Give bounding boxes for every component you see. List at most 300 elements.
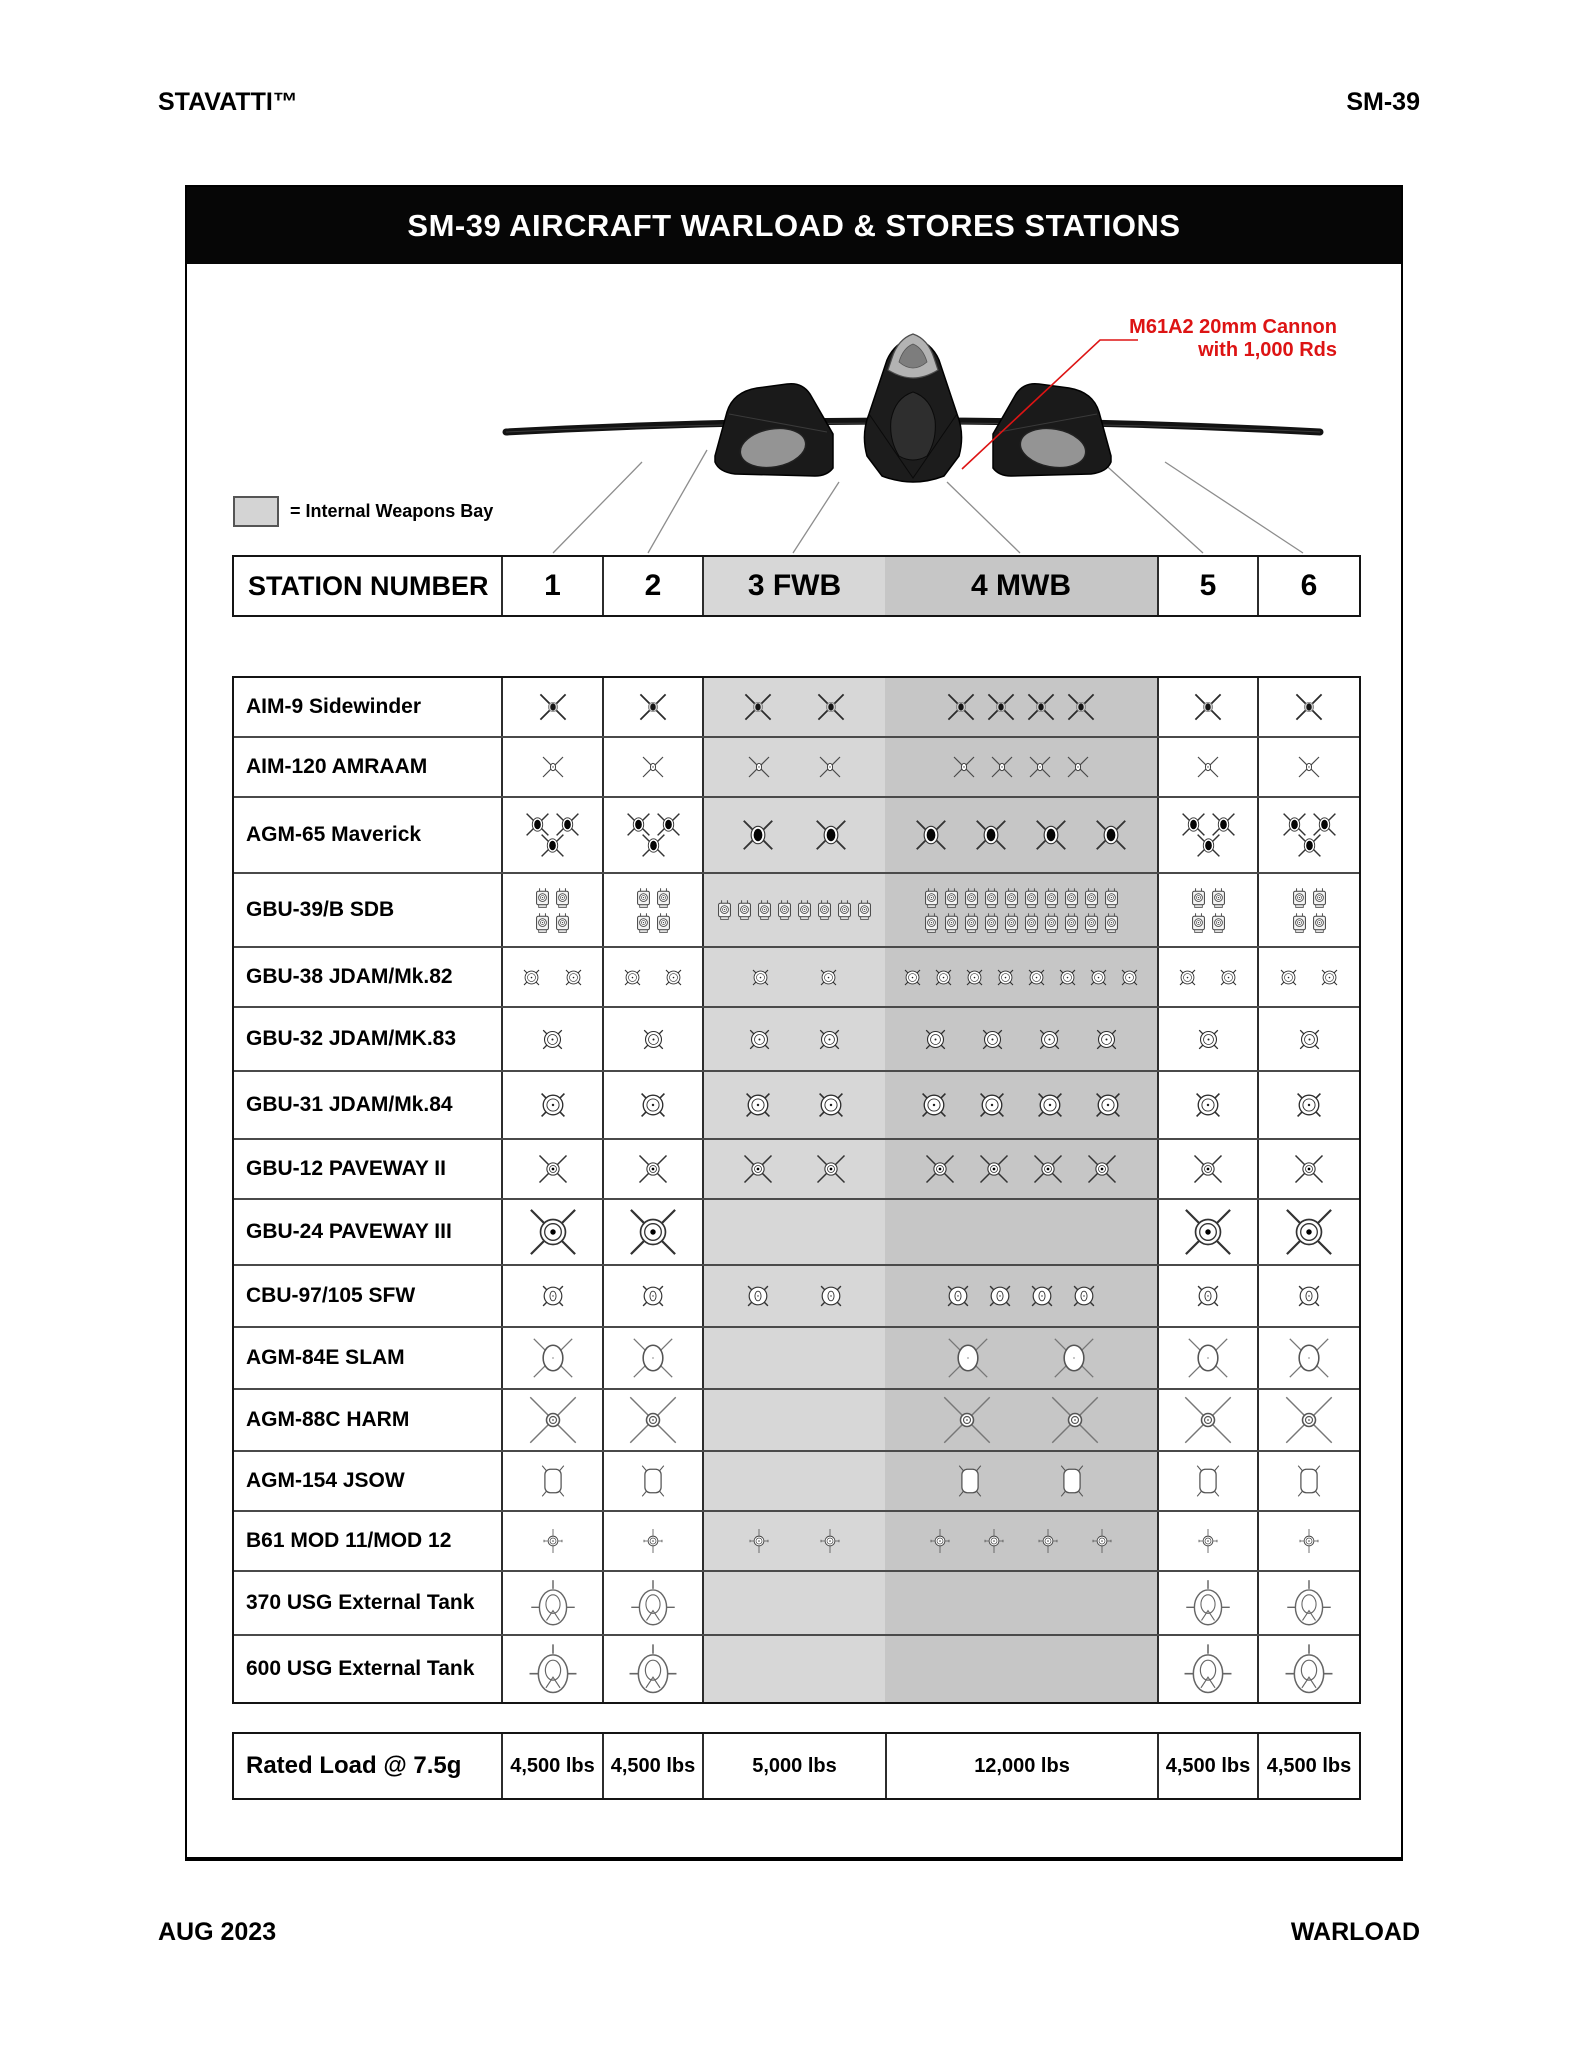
station-2-loadout-cell [602, 1008, 702, 1070]
slam-missile-icon [529, 1334, 577, 1382]
weapon-row [234, 678, 1359, 736]
weapon-row [234, 946, 1359, 1006]
jdam-mk84-bomb-icon [1031, 1086, 1069, 1124]
station-6-loadout-cell [1257, 798, 1359, 872]
weapons-bay-legend [233, 496, 493, 527]
station-4-loadout-cell [885, 1452, 1157, 1510]
weapon-row [234, 1450, 1359, 1510]
station-5-loadout-cell [1157, 1200, 1257, 1264]
store-icon-triangle [624, 810, 683, 860]
paveway2-bomb-icon [635, 1151, 671, 1187]
station-2-loadout-cell [602, 1572, 702, 1634]
canopy [888, 334, 938, 378]
jsow-glide-bomb-icon [952, 1463, 988, 1499]
sdb-bomb-icon [963, 912, 980, 934]
sdb-bomb-icon [554, 912, 571, 934]
weapon-row [234, 736, 1359, 796]
station-5-loadout-cell [1157, 1390, 1257, 1450]
station-2-loadout-cell [602, 1266, 702, 1326]
station-6-loadout-cell [1257, 1266, 1359, 1326]
aim9-missile-icon [635, 689, 671, 725]
jdam-mk84-bomb-icon [534, 1086, 572, 1124]
station-1-loadout-cell [501, 1452, 602, 1510]
fuel-tank-370-icon [529, 1578, 577, 1628]
station-2-loadout-cell [602, 948, 702, 1006]
store-icon-grid [534, 887, 571, 934]
agm65-missile-icon [739, 816, 777, 854]
fuel-tank-600-icon [1283, 1642, 1335, 1696]
station-1-loadout-cell [501, 678, 602, 736]
sdb-bomb-icon [1210, 912, 1227, 934]
jdam-mk82-bomb-icon [1216, 965, 1241, 990]
station-6-loadout-cell [1257, 1572, 1359, 1634]
b61-bomb-icon [925, 1526, 955, 1556]
store-icon-triangle [523, 810, 582, 860]
jdam-mk82-bomb-icon [561, 965, 586, 990]
aim9-missile-icon [1023, 689, 1059, 725]
station-3-loadout-cell [702, 1266, 885, 1326]
sdb-bomb-icon [923, 912, 940, 934]
station-6-loadout-cell [1257, 1072, 1359, 1138]
sdb-bomb-icon [1043, 887, 1060, 909]
paveway3-bomb-icon [1182, 1206, 1234, 1258]
footer-date: AUG 2023 [158, 1918, 277, 1946]
weapon-row [234, 1198, 1359, 1264]
station-3-loadout-cell [702, 1008, 885, 1070]
slam-missile-icon [1050, 1334, 1098, 1382]
store-icon-triangle [1179, 810, 1238, 860]
station-3-loadout-cell [702, 1572, 885, 1634]
b61-bomb-icon [744, 1526, 774, 1556]
station-4-loadout-cell [885, 1140, 1157, 1198]
station-4-loadout-cell [885, 1390, 1157, 1450]
b61-bomb-icon [1193, 1526, 1223, 1556]
sdb-bomb-icon [1291, 887, 1308, 909]
sdb-bomb-icon [1103, 887, 1120, 909]
sdb-bomb-icon [635, 887, 652, 909]
jdam-mk84-bomb-icon [1290, 1086, 1328, 1124]
station-1-loadout-cell [501, 798, 602, 872]
store-icon-grid [716, 899, 873, 921]
harm-missile-icon [1182, 1394, 1234, 1446]
station-4-loadout-cell [885, 798, 1157, 872]
station-1-loadout-cell [501, 1572, 602, 1634]
fuel-tank-370-icon [1184, 1578, 1232, 1628]
store-icon-row [923, 887, 1120, 909]
aim120-missile-icon [637, 751, 669, 783]
aim120-missile-icon [948, 751, 980, 783]
station-6-loadout-cell [1257, 1390, 1359, 1450]
jdam-mk84-bomb-icon [634, 1086, 672, 1124]
station-3-loadout-cell [702, 1636, 885, 1702]
jdam-mk83-bomb-icon [1193, 1024, 1224, 1055]
jdam-mk83-bomb-icon [537, 1024, 568, 1055]
weapon-name: AGM-65 Maverick [234, 798, 501, 872]
weapon-row [234, 1138, 1359, 1198]
harm-missile-icon [627, 1394, 679, 1446]
station-2-loadout-cell [602, 1512, 702, 1570]
jdam-mk82-bomb-icon [962, 965, 987, 990]
weapon-row [234, 1570, 1359, 1634]
station-header-1: 1 [501, 557, 602, 615]
station-5-loadout-cell [1157, 738, 1257, 796]
station-2-loadout-cell [602, 1390, 702, 1450]
aim9-missile-icon [983, 689, 1019, 725]
sdb-bomb-icon [1190, 887, 1207, 909]
station-3-loadout-cell [702, 1072, 885, 1138]
jdam-mk82-bomb-icon [900, 965, 925, 990]
station-5-loadout-cell [1157, 1008, 1257, 1070]
harm-missile-icon [527, 1394, 579, 1446]
agm65-missile-icon [639, 831, 668, 860]
station-1-loadout-cell [501, 1140, 602, 1198]
paveway3-bomb-icon [1283, 1206, 1335, 1258]
sdb-bomb-icon [1311, 912, 1328, 934]
store-icon-row [1291, 887, 1328, 909]
sdb-bomb-icon [534, 887, 551, 909]
sdb-bomb-icon [1003, 912, 1020, 934]
harm-missile-icon [941, 1394, 993, 1446]
slam-missile-icon [1184, 1334, 1232, 1382]
b61-bomb-icon [538, 1526, 568, 1556]
aim120-missile-icon [1062, 751, 1094, 783]
sdb-bomb-icon [943, 912, 960, 934]
cannon-annotation-line2: with 1,000 Rds [1198, 339, 1337, 361]
rated-load-value-5: 4,500 lbs [1157, 1734, 1257, 1798]
cbu-canister-icon [982, 1278, 1018, 1314]
paveway2-bomb-icon [976, 1151, 1012, 1187]
fuel-tank-600-icon [527, 1642, 579, 1696]
sdb-bomb-icon [776, 899, 793, 921]
sdb-bomb-icon [1103, 912, 1120, 934]
paveway3-bomb-icon [627, 1206, 679, 1258]
jdam-mk82-bomb-icon [519, 965, 544, 990]
sdb-bomb-icon [635, 912, 652, 934]
store-icon-grid [1291, 887, 1328, 934]
sdb-bomb-icon [1083, 887, 1100, 909]
weapon-name: 600 USG External Tank [234, 1636, 501, 1702]
footer-section: WARLOAD [1290, 1918, 1420, 1946]
jsow-glide-bomb-icon [1054, 1463, 1090, 1499]
sdb-bomb-icon [816, 899, 833, 921]
station-4-loadout-cell [885, 1200, 1157, 1264]
sdb-bomb-icon [983, 887, 1000, 909]
station-5-loadout-cell [1157, 1636, 1257, 1702]
fuel-tank-600-icon [627, 1642, 679, 1696]
brand-name: STAVATTI™ [158, 88, 298, 116]
aim120-missile-icon [814, 751, 846, 783]
sdb-bomb-icon [534, 912, 551, 934]
weapon-name: AGM-84E SLAM [234, 1328, 501, 1388]
station-header-4: 4 MWB [885, 557, 1157, 615]
page-title: SM-39 AIRCRAFT WARLOAD & STORES STATIONS [407, 207, 1181, 243]
cbu-canister-icon [940, 1278, 976, 1314]
b61-bomb-icon [1033, 1526, 1063, 1556]
store-icon-row [635, 912, 672, 934]
station-1-loadout-cell [501, 1200, 602, 1264]
station-6-loadout-cell [1257, 1200, 1359, 1264]
station-5-loadout-cell [1157, 1328, 1257, 1388]
station-1-loadout-cell [501, 1636, 602, 1702]
rated-load-value-3: 5,000 lbs [702, 1734, 885, 1798]
fuel-tank-600-icon [1182, 1642, 1234, 1696]
station-5-loadout-cell [1157, 1572, 1257, 1634]
jdam-mk82-bomb-icon [661, 965, 686, 990]
paveway2-bomb-icon [813, 1151, 849, 1187]
weapon-row [234, 1326, 1359, 1388]
station-5-loadout-cell [1157, 874, 1257, 946]
aircraft-figure [187, 264, 1401, 555]
weapon-name: CBU-97/105 SFW [234, 1266, 501, 1326]
store-icon-row [923, 912, 1120, 934]
weapons-table [232, 676, 1361, 1704]
b61-bomb-icon [638, 1526, 668, 1556]
agm65-missile-icon [812, 816, 850, 854]
b61-bomb-icon [815, 1526, 845, 1556]
agm65-missile-icon [1092, 816, 1130, 854]
rated-load-value-2: 4,500 lbs [602, 1734, 702, 1798]
weapon-name: 370 USG External Tank [234, 1572, 501, 1634]
sdb-bomb-icon [1291, 912, 1308, 934]
station-2-loadout-cell [602, 1328, 702, 1388]
paveway2-bomb-icon [922, 1151, 958, 1187]
station-4-loadout-cell [885, 948, 1157, 1006]
jdam-mk82-bomb-icon [816, 965, 841, 990]
cbu-canister-icon [1024, 1278, 1060, 1314]
sdb-bomb-icon [836, 899, 853, 921]
jsow-glide-bomb-icon [1291, 1463, 1327, 1499]
left-engine-nacelle [715, 384, 833, 476]
station-4-loadout-cell [885, 1636, 1157, 1702]
store-icon-row [716, 899, 873, 921]
weapon-row [234, 1634, 1359, 1702]
jdam-mk83-bomb-icon [1091, 1024, 1122, 1055]
weapon-name: GBU-32 JDAM/MK.83 [234, 1008, 501, 1070]
sdb-bomb-icon [1190, 912, 1207, 934]
cannon-annotation-line1: M61A2 20mm Cannon [1129, 316, 1337, 338]
station-2-loadout-cell [602, 1200, 702, 1264]
aim120-missile-icon [743, 751, 775, 783]
station-5-loadout-cell [1157, 678, 1257, 736]
sdb-bomb-icon [923, 887, 940, 909]
jdam-mk82-bomb-icon [1055, 965, 1080, 990]
station-1-loadout-cell [501, 1072, 602, 1138]
station-4-loadout-cell [885, 1328, 1157, 1388]
station-4-loadout-cell [885, 1008, 1157, 1070]
sdb-bomb-icon [655, 887, 672, 909]
jdam-mk82-bomb-icon [1117, 965, 1142, 990]
aim9-missile-icon [740, 689, 776, 725]
b61-bomb-icon [1087, 1526, 1117, 1556]
station-5-loadout-cell [1157, 1072, 1257, 1138]
station-5-loadout-cell [1157, 1452, 1257, 1510]
station-3-loadout-cell [702, 874, 885, 946]
harm-missile-icon [1049, 1394, 1101, 1446]
slam-missile-icon [629, 1334, 677, 1382]
weapons-bay-swatch [233, 496, 279, 527]
station-3-loadout-cell [702, 1200, 885, 1264]
station-1-loadout-cell [501, 1328, 602, 1388]
aim9-missile-icon [535, 689, 571, 725]
sdb-bomb-icon [1023, 912, 1040, 934]
weapon-name: GBU-31 JDAM/Mk.84 [234, 1072, 501, 1138]
sdb-bomb-icon [963, 887, 980, 909]
rated-load-value-1: 4,500 lbs [501, 1734, 602, 1798]
station-6-loadout-cell [1257, 1452, 1359, 1510]
sdb-bomb-icon [554, 887, 571, 909]
jdam-mk84-bomb-icon [973, 1086, 1011, 1124]
weapon-row [234, 1070, 1359, 1138]
aim120-missile-icon [1192, 751, 1224, 783]
station-4-loadout-cell [885, 738, 1157, 796]
harm-missile-icon [1283, 1394, 1335, 1446]
station-6-loadout-cell [1257, 1512, 1359, 1570]
sdb-bomb-icon [756, 899, 773, 921]
paveway2-bomb-icon [1084, 1151, 1120, 1187]
agm65-missile-icon [912, 816, 950, 854]
agm65-missile-icon [1295, 831, 1324, 860]
agm65-missile-icon [538, 831, 567, 860]
jdam-mk82-bomb-icon [993, 965, 1018, 990]
weapon-name: GBU-12 PAVEWAY II [234, 1140, 501, 1198]
cbu-canister-icon [1066, 1278, 1102, 1314]
station-4-loadout-cell [885, 678, 1157, 736]
jdam-mk83-bomb-icon [814, 1024, 845, 1055]
jdam-mk83-bomb-icon [1294, 1024, 1325, 1055]
station-4-loadout-cell [885, 1266, 1157, 1326]
jdam-mk82-bomb-icon [931, 965, 956, 990]
model-number: SM-39 [1346, 88, 1420, 116]
jdam-mk82-bomb-icon [1276, 965, 1301, 990]
cannon-annotation [1129, 316, 1337, 362]
sdb-bomb-icon [736, 899, 753, 921]
weapon-row [234, 1510, 1359, 1570]
jdam-mk84-bomb-icon [739, 1086, 777, 1124]
station-header-3: 3 FWB [702, 557, 885, 615]
station-1-loadout-cell [501, 1266, 602, 1326]
store-icon-row [635, 887, 672, 909]
store-icon-grid [635, 887, 672, 934]
station-header-2: 2 [602, 557, 702, 615]
station-number-table [232, 555, 1361, 617]
slam-missile-icon [944, 1334, 992, 1382]
weapon-row [234, 872, 1359, 946]
station-header-6: 6 [1257, 557, 1359, 615]
station-3-loadout-cell [702, 1328, 885, 1388]
sdb-bomb-icon [655, 912, 672, 934]
jdam-mk82-bomb-icon [1086, 965, 1111, 990]
jdam-mk83-bomb-icon [1034, 1024, 1065, 1055]
jdam-mk82-bomb-icon [620, 965, 645, 990]
rated-load-label: Rated Load @ 7.5g [246, 1752, 462, 1779]
cbu-canister-icon [1291, 1278, 1327, 1314]
sdb-bomb-icon [1043, 912, 1060, 934]
store-icon-row [534, 912, 571, 934]
paveway2-bomb-icon [535, 1151, 571, 1187]
jdam-mk82-bomb-icon [748, 965, 773, 990]
title-bar [187, 187, 1401, 264]
sdb-bomb-icon [943, 887, 960, 909]
station-4-loadout-cell [885, 1512, 1157, 1570]
aim9-missile-icon [1063, 689, 1099, 725]
station-4-loadout-cell [885, 874, 1157, 946]
sdb-bomb-icon [716, 899, 733, 921]
cbu-canister-icon [535, 1278, 571, 1314]
slam-missile-icon [1285, 1334, 1333, 1382]
right-engine-nacelle [993, 384, 1111, 476]
cbu-canister-icon [740, 1278, 776, 1314]
aim120-missile-icon [1024, 751, 1056, 783]
store-icon-grid [923, 887, 1120, 934]
weapon-name: AIM-120 AMRAAM [234, 738, 501, 796]
station-2-loadout-cell [602, 1452, 702, 1510]
station-1-loadout-cell [501, 1008, 602, 1070]
jsow-glide-bomb-icon [635, 1463, 671, 1499]
station-3-loadout-cell [702, 798, 885, 872]
station-6-loadout-cell [1257, 1008, 1359, 1070]
weapon-name: AGM-88C HARM [234, 1390, 501, 1450]
station-3-loadout-cell [702, 738, 885, 796]
station-5-loadout-cell [1157, 798, 1257, 872]
agm65-missile-icon [1032, 816, 1070, 854]
station-2-loadout-cell [602, 1636, 702, 1702]
station-3-loadout-cell [702, 948, 885, 1006]
sdb-bomb-icon [1311, 887, 1328, 909]
store-icon-triangle [1280, 810, 1339, 860]
cbu-canister-icon [813, 1278, 849, 1314]
station-2-loadout-cell [602, 798, 702, 872]
sdb-bomb-icon [1210, 887, 1227, 909]
station-2-loadout-cell [602, 874, 702, 946]
station-2-loadout-cell [602, 1072, 702, 1138]
weapon-name: GBU-24 PAVEWAY III [234, 1200, 501, 1264]
station-6-loadout-cell [1257, 874, 1359, 946]
station-1-loadout-cell [501, 738, 602, 796]
cbu-canister-icon [1190, 1278, 1226, 1314]
store-icon-grid [1190, 887, 1227, 934]
station-4-loadout-cell [885, 1572, 1157, 1634]
station-1-loadout-cell [501, 1512, 602, 1570]
sdb-bomb-icon [856, 899, 873, 921]
weapon-row [234, 1006, 1359, 1070]
aim120-missile-icon [1293, 751, 1325, 783]
b61-bomb-icon [979, 1526, 1009, 1556]
jdam-mk82-bomb-icon [1317, 965, 1342, 990]
jdam-mk84-bomb-icon [1089, 1086, 1127, 1124]
jdam-mk82-bomb-icon [1175, 965, 1200, 990]
jdam-mk83-bomb-icon [977, 1024, 1008, 1055]
sdb-bomb-icon [1003, 887, 1020, 909]
paveway2-bomb-icon [740, 1151, 776, 1187]
fuel-tank-370-icon [1285, 1578, 1333, 1628]
sdb-bomb-icon [983, 912, 1000, 934]
paveway3-bomb-icon [527, 1206, 579, 1258]
jdam-mk83-bomb-icon [638, 1024, 669, 1055]
station-6-loadout-cell [1257, 1636, 1359, 1702]
station-2-loadout-cell [602, 678, 702, 736]
document-header [158, 88, 1420, 117]
station-6-loadout-cell [1257, 948, 1359, 1006]
station-5-loadout-cell [1157, 1266, 1257, 1326]
station-header-5: 5 [1157, 557, 1257, 615]
weapon-name: GBU-39/B SDB [234, 874, 501, 946]
document-footer [158, 1918, 1420, 1947]
station-3-loadout-cell [702, 678, 885, 736]
jdam-mk82-bomb-icon [1024, 965, 1049, 990]
store-icon-row [534, 887, 571, 909]
paveway2-bomb-icon [1190, 1151, 1226, 1187]
store-icon-row [1190, 887, 1227, 909]
